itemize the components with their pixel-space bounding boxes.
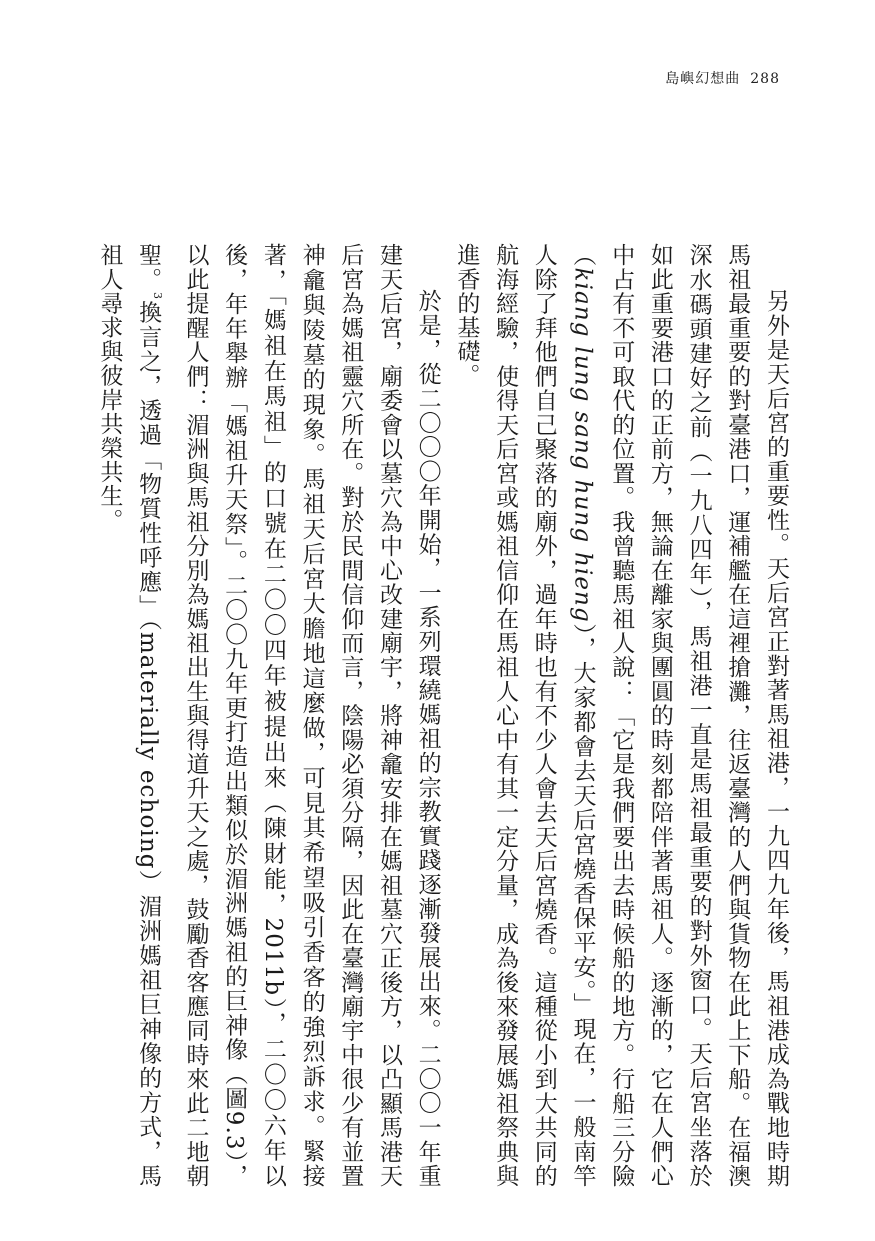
footnote-marker[interactable]: 3 bbox=[150, 292, 164, 301]
paragraph-tianhou-temple bbox=[447, 243, 795, 1188]
paragraph-text: 換言之，透過「物質性呼應」（materially echoing）湄洲媽祖巨神像的方式，馬祖人尋求與彼岸共榮共生。 bbox=[96, 243, 162, 1188]
running-header bbox=[665, 68, 780, 88]
body-text bbox=[96, 243, 795, 1188]
book-title: 島嶼幻想曲 bbox=[665, 71, 741, 87]
paragraph-text: 另外是天后宮的重要性。天后宮正對著馬祖港，一九四九年後，馬祖港成為戰地時期馬祖最重要的對臺港口，運補艦在這裡搶灘，往返臺灣的人們與貨物在此上下船。在福澳深水碼頭建好之前（一九八四年），馬祖港一直是馬祖最重要的對外窗口。天后宮坐落於如此重要港口的正前方，無論在離家與團圓的時刻都陪伴著馬祖人。逐漸的，它在人們心中占有不可取代的位置。我曾聽馬祖人說：「它是我們要出去時候船的地方。行船三分險（ bbox=[569, 243, 789, 1188]
romanized-term: kiang lung sang hung hieng bbox=[569, 267, 596, 623]
paragraph-text: 於是，從二〇〇〇年開始，一系列環繞媽祖的宗教實踐逐漸發展出來。二〇〇一年重建天后宮，廟委會以墓穴為中心改建廟宇，將神龕安排在媽祖墓穴正後方，以凸顯馬港天后宮為媽祖靈穴所在。對於民間信仰而言，陰陽必須分隔，因此在臺灣廟宇中很少有並置神龕與陵墓的現象。馬祖天后宮大膽地這麼做，可見其希望吸引香客的強烈訴求。緊接著，「媽祖在馬祖」的口號在二〇〇四年被提出來（陳財能，2011b），二〇〇六年以後，年年舉辦「媽祖升天祭」。二〇〇九年更打造出類似於湄洲媽祖的巨神像（圖9.3），以此提醒人們：湄洲與馬祖分別為媽祖出生與得道升天之處，鼓勵香客應同時來此二地朝聖。 bbox=[135, 243, 441, 1188]
paragraph-mazu-practices bbox=[90, 243, 447, 1188]
page-number: 288 bbox=[750, 71, 780, 87]
paragraph-text: ），大家都會去天后宮燒香保平安。」現在，一般南竿人除了拜他們自己聚落的廟外，過年時也有不少人會去天后宮燒香。這種從小到大共同的航海經驗，使得天后宮或媽祖信仰在馬祖人心中有其一定分量，成為後來發展媽祖祭典與進香的基礎。 bbox=[453, 243, 596, 1188]
